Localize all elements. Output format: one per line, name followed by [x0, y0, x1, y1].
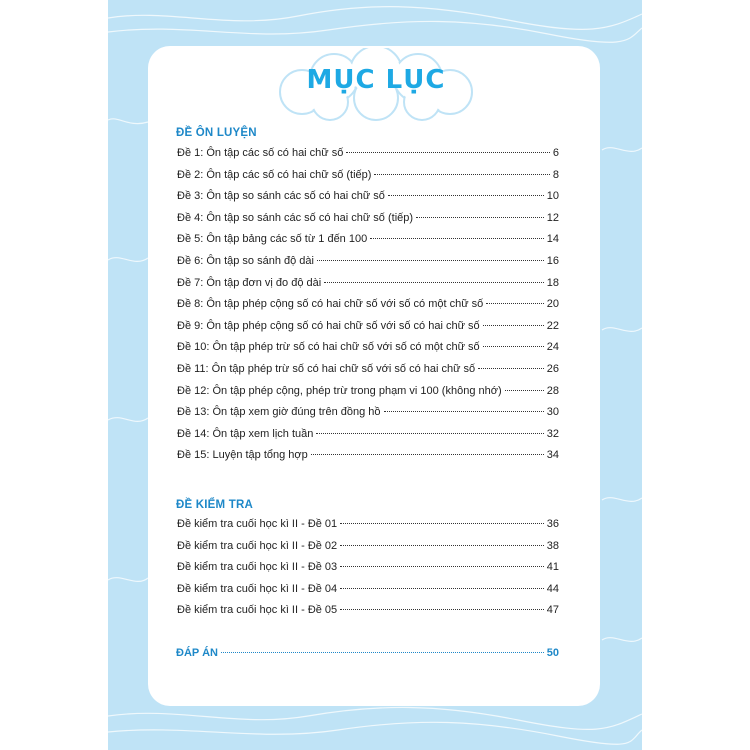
toc-entry-page: 44: [546, 582, 559, 595]
page-background: [108, 0, 642, 750]
toc-entry[interactable]: [177, 406, 559, 428]
dot-leader: [324, 282, 544, 283]
toc-entry-label: Đề 11: Ôn tập phép trừ số có hai chữ số với số có hai chữ số: [177, 362, 476, 375]
dot-leader: [340, 545, 544, 546]
dot-leader: [340, 566, 544, 567]
dot-leader: [317, 260, 544, 261]
toc-entry-page: 16: [546, 254, 559, 267]
toc-entry-page: 32: [546, 427, 559, 440]
toc-entry-label: Đề 8: Ôn tập phép cộng số có hai chữ số với số có một chữ số: [177, 298, 484, 311]
toc-entry-page: 34: [546, 449, 559, 462]
section-heading-kiem-tra: ĐỀ KIỂM TRA: [176, 499, 253, 511]
toc-entry[interactable]: [177, 169, 559, 191]
toc-entry[interactable]: [177, 212, 559, 234]
toc-entry-label: Đề 4: Ôn tập so sánh các số có hai chữ số (tiếp): [177, 211, 414, 224]
toc-entry-label: Đề kiểm tra cuối học kì II - Đề 05: [177, 604, 338, 617]
toc-entry[interactable]: [177, 147, 559, 169]
toc-entry-label: Đề 9: Ôn tập phép cộng số có hai chữ số với số có hai chữ số: [177, 319, 480, 332]
toc-entry[interactable]: [177, 298, 559, 320]
toc-entry-label: ĐÁP ÁN: [176, 647, 218, 659]
toc-entry-page: 47: [546, 604, 559, 617]
toc-entry-label: Đề 10: Ôn tập phép trừ số có hai chữ số với số có một chữ số: [177, 341, 480, 354]
dot-leader: [486, 303, 543, 304]
toc-entry[interactable]: [177, 277, 559, 299]
dot-leader: [388, 195, 544, 196]
dot-leader: [340, 588, 544, 589]
dot-leader: [311, 454, 544, 455]
toc-list-on-luyen: [177, 147, 559, 471]
toc-entry-page: 24: [546, 341, 559, 354]
toc-entry-label: Đề 15: Luyện tập tổng hợp: [177, 449, 308, 462]
toc-entry-page: 6: [552, 147, 559, 159]
dot-leader: [478, 368, 544, 369]
toc-entry[interactable]: [177, 190, 559, 212]
toc-entry-label: Đề 7: Ôn tập đơn vị đo độ dài: [177, 276, 322, 289]
toc-entry[interactable]: [177, 341, 559, 363]
toc-entry-label: Đề kiểm tra cuối học kì II - Đề 01: [177, 518, 338, 530]
section-heading-on-luyen: ĐỀ ÔN LUYỆN: [176, 127, 257, 139]
toc-entry-page: 38: [546, 539, 559, 552]
dot-leader: [346, 152, 550, 153]
toc-entry[interactable]: [177, 540, 559, 562]
toc-entry[interactable]: [177, 320, 559, 342]
toc-entry-label: Đề 3: Ôn tập so sánh các số có hai chữ số: [177, 190, 385, 203]
toc-entry[interactable]: [177, 428, 559, 450]
toc-entry-label: Đề kiểm tra cuối học kì II - Đề 02: [177, 539, 338, 552]
toc-entry-label: Đề 12: Ôn tập phép cộng, phép trừ trong phạm vi 100 (không nhớ): [177, 384, 502, 397]
toc-entry-page: 28: [546, 384, 559, 397]
toc-entry-label: Đề 1: Ôn tập các số có hai chữ số: [177, 147, 344, 159]
dot-leader: [340, 523, 544, 524]
toc-entry-page: 26: [546, 362, 559, 375]
toc-entry-page: 18: [546, 276, 559, 289]
toc-entry[interactable]: [177, 604, 559, 626]
toc-page: [148, 46, 600, 706]
toc-entry[interactable]: [177, 583, 559, 605]
toc-entry-page: 12: [546, 211, 559, 224]
dot-leader: [340, 609, 544, 610]
toc-entry[interactable]: [177, 518, 559, 540]
toc-entry[interactable]: [177, 385, 559, 407]
toc-entry-label: Đề 5: Ôn tập bảng các số từ 1 đến 100: [177, 233, 368, 246]
toc-entry-page: 22: [546, 319, 559, 332]
toc-entry-label: Đề 2: Ôn tập các số có hai chữ số (tiếp): [177, 168, 372, 181]
dot-leader: [505, 390, 544, 391]
toc-entry-page: 30: [546, 406, 559, 419]
dot-leader: [384, 411, 544, 412]
dot-leader: [483, 325, 544, 326]
toc-entry-page: 41: [546, 561, 559, 574]
toc-entry[interactable]: [177, 255, 559, 277]
toc-entry-label: Đề kiểm tra cuối học kì II - Đề 04: [177, 582, 338, 595]
dot-leader: [221, 652, 544, 653]
dot-leader: [483, 346, 544, 347]
toc-list-kiem-tra: [177, 518, 559, 626]
toc-entry-page: 20: [546, 298, 559, 311]
toc-entry-page: 14: [546, 233, 559, 246]
toc-entry[interactable]: [177, 449, 559, 471]
toc-entry-page: 50: [546, 647, 559, 659]
toc-entry-label: Đề 14: Ôn tập xem lịch tuần: [177, 427, 314, 440]
toc-entry-answers[interactable]: [176, 647, 559, 659]
dot-leader: [370, 238, 544, 239]
toc-entry-page: 36: [546, 518, 559, 530]
dot-leader: [374, 174, 549, 175]
title-cloud: [264, 48, 488, 122]
toc-entry[interactable]: [177, 363, 559, 385]
toc-entry[interactable]: [177, 233, 559, 255]
toc-entry-page: 10: [546, 190, 559, 203]
page-title: MỤC LỤC: [306, 65, 446, 95]
toc-entry[interactable]: [177, 561, 559, 583]
toc-entry-label: Đề kiểm tra cuối học kì II - Đề 03: [177, 561, 338, 574]
toc-entry-page: 8: [552, 168, 559, 181]
dot-leader: [416, 217, 544, 218]
toc-entry-label: Đề 13: Ôn tập xem giờ đúng trên đồng hồ: [177, 406, 381, 419]
toc-entry-label: Đề 6: Ôn tập so sánh độ dài: [177, 254, 314, 267]
dot-leader: [316, 433, 543, 434]
